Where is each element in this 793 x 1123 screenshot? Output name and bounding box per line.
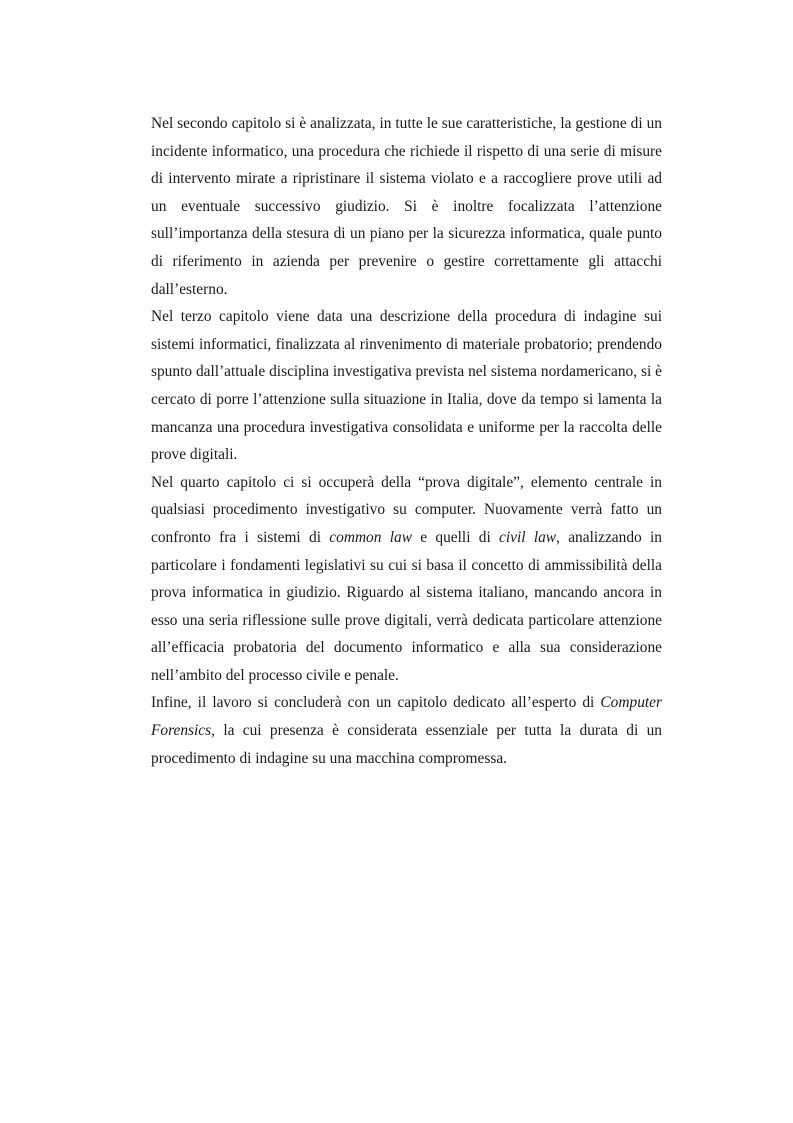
paragraph-text: Infine, il lavoro si concluderà con un capitolo dedicato all’esperto di <box>151 694 601 712</box>
paragraph-text: e quelli di <box>411 528 500 546</box>
paragraph-text: Nel secondo capitolo si è analizzata, in tutte le sue caratteristiche, la gestione di un incidente informatico, una procedura che richiede il rispetto di una serie di misure di intervento mirate a ripristinare il sistema violato e a raccogliere prove utili ad un eventuale successivo giudizio. Si è inoltre focalizzata l’attenzione sull’importanza della stesura di un piano per la sicurezza informatica, quale punto di riferimento in azienda per prevenire o gestire correttamente gli attacchi dall’esterno. <box>151 115 662 298</box>
paragraph-secondo-capitolo <box>151 110 662 303</box>
paragraph-text: , la cui presenza è considerata essenziale per tutta la durata di un procedimento di indagine su una macchina compromessa. <box>151 722 662 767</box>
paragraph-quarto-capitolo <box>151 469 662 690</box>
paragraph-text: , analizzando in particolare i fondamenti legislativi su cui si basa il concetto di ammissibilità della prova informatica in giudizio. Riguardo al sistema italiano, mancando ancora in esso una seria riflessione sulle prove digitali, verrà dedicata particolare attenzione all’efficacia probatoria del documento informatico e alla sua considerazione nell’ambito del processo civile e penale. <box>151 528 662 684</box>
paragraph-text: Nel quarto capitolo ci si occuperà della “prova digitale”, elemento centrale in qualsiasi procedimento investigativo su computer. Nuovamente verrà fatto un confronto fra i sistemi di <box>151 473 662 546</box>
paragraph-text: Nel terzo capitolo viene data una descrizione della procedura di indagine sui sistemi informatici, finalizzata al rinvenimento di materiale probatorio; prendendo spunto dall’attuale disciplina investigativa prevista nel sistema nordamericano, si è cercato di porre l’attenzione sulla situazione in Italia, dove da tempo si lamenta la mancanza una procedura investigativa consolidata e uniforme per la raccolta delle prove digitali. <box>151 308 662 464</box>
paragraph-terzo-capitolo <box>151 303 662 469</box>
body-text <box>151 110 662 772</box>
italic-term-common-law: common law <box>329 528 412 546</box>
italic-term-civil-law: civil law <box>499 528 557 546</box>
paragraph-infine <box>151 689 662 772</box>
italic-term-computer-forensics: Computer Forensics <box>151 694 662 740</box>
